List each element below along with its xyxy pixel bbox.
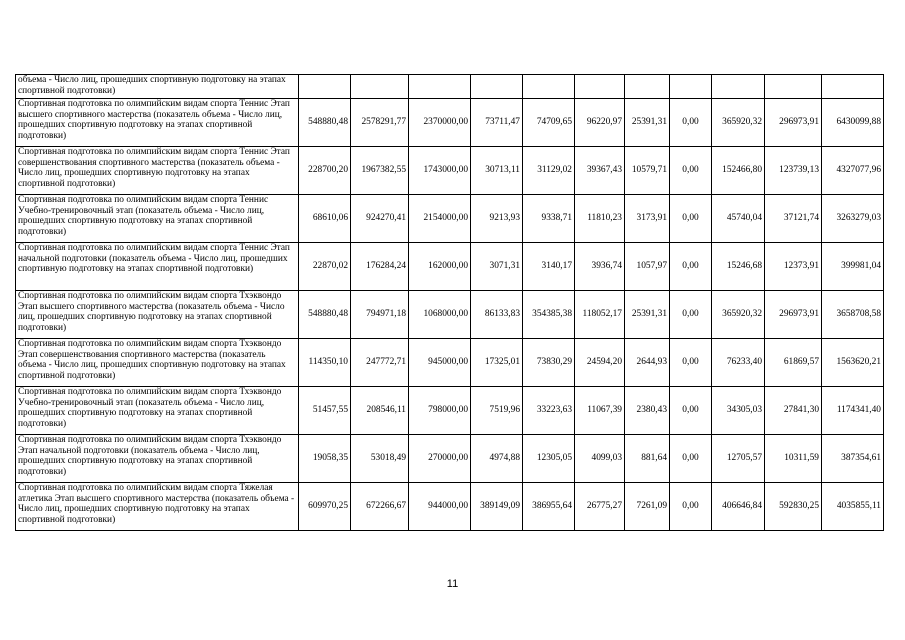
value-cell: 86133,83 [471,291,523,339]
row-description: Спортивная подготовка по олимпийским видам спорта Теннис Этап высшего спортивного мастерства (показатель объема - Число лиц, прошедших спортивную подготовку на этапах спортивной подготовки) [16,99,299,147]
value-cell: 3071,31 [471,243,523,291]
value-cell [625,75,670,99]
value-cell: 10579,71 [625,147,670,195]
value-cell: 1563620,21 [822,339,884,387]
value-cell: 0,00 [670,291,712,339]
value-cell: 2370000,00 [409,99,471,147]
value-cell: 208546,11 [351,387,409,435]
value-cell: 1743000,00 [409,147,471,195]
value-cell: 354385,38 [523,291,575,339]
value-cell: 1967382,55 [351,147,409,195]
value-cell: 2154000,00 [409,195,471,243]
row-description: Спортивная подготовка по олимпийским видам спорта Теннис Этап совершенствования спортивного мастерства (показатель объема - Число лиц, прошедших спортивную подготовку на этапах спортивной подготовки) [16,147,299,195]
table-row [16,291,884,339]
value-cell: 19058,35 [299,435,351,483]
value-cell: 945000,00 [409,339,471,387]
value-cell: 2578291,77 [351,99,409,147]
value-cell: 45740,04 [712,195,765,243]
value-cell [670,75,712,99]
value-cell: 4099,03 [575,435,625,483]
value-cell: 0,00 [670,483,712,531]
value-cell: 7261,09 [625,483,670,531]
value-cell: 3263279,03 [822,195,884,243]
value-cell [523,75,575,99]
value-cell: 399981,04 [822,243,884,291]
row-description: Спортивная подготовка по олимпийским видам спорта Тхэквондо Этап совершенствования спортивного мастерства (показатель объема - Число лиц, прошедших спортивную подготовку на этапах спортивной подготовки) [16,339,299,387]
value-cell: 798000,00 [409,387,471,435]
table-row [16,339,884,387]
value-cell [822,75,884,99]
value-cell: 3140,17 [523,243,575,291]
value-cell: 609970,25 [299,483,351,531]
row-description: объема - Число лиц, прошедших спортивную подготовку на этапах спортивной подготовки) [16,75,299,99]
table-row [16,435,884,483]
value-cell: 4327077,96 [822,147,884,195]
value-cell: 247772,71 [351,339,409,387]
value-cell: 37121,74 [765,195,822,243]
value-cell: 365920,32 [712,291,765,339]
value-cell: 0,00 [670,99,712,147]
value-cell: 30713,11 [471,147,523,195]
value-cell: 2380,43 [625,387,670,435]
value-cell: 123739,13 [765,147,822,195]
value-cell: 96220,97 [575,99,625,147]
value-cell: 162000,00 [409,243,471,291]
value-cell: 548880,48 [299,291,351,339]
value-cell: 794971,18 [351,291,409,339]
table-row [16,243,884,291]
value-cell: 176284,24 [351,243,409,291]
value-cell: 0,00 [670,195,712,243]
value-cell: 592830,25 [765,483,822,531]
value-cell: 6430099,88 [822,99,884,147]
value-cell: 296973,91 [765,99,822,147]
table-row [16,195,884,243]
value-cell: 34305,03 [712,387,765,435]
value-cell: 3173,91 [625,195,670,243]
value-cell: 51457,55 [299,387,351,435]
value-cell: 1068000,00 [409,291,471,339]
table-row [16,147,884,195]
value-cell: 228700,20 [299,147,351,195]
value-cell: 73711,47 [471,99,523,147]
value-cell: 11810,23 [575,195,625,243]
page-number: 11 [446,578,459,590]
value-cell: 15246,68 [712,243,765,291]
row-description: Спортивная подготовка по олимпийским видам спорта Тяжелая атлетика Этап высшего спортивного мастерства (показатель объема - Число лиц, прошедших спортивную подготовку на этапах спортивной подготовки) [16,483,299,531]
value-cell: 944000,00 [409,483,471,531]
table-row [16,387,884,435]
value-cell: 12305,05 [523,435,575,483]
budget-table [15,74,884,531]
value-cell: 0,00 [670,387,712,435]
value-cell: 296973,91 [765,291,822,339]
value-cell: 118052,17 [575,291,625,339]
value-cell [299,75,351,99]
budget-table-container [15,74,884,531]
value-cell: 0,00 [670,243,712,291]
value-cell: 17325,01 [471,339,523,387]
value-cell: 61869,57 [765,339,822,387]
value-cell [409,75,471,99]
value-cell: 12705,57 [712,435,765,483]
value-cell: 1174341,40 [822,387,884,435]
value-cell: 31129,02 [523,147,575,195]
value-cell: 672266,67 [351,483,409,531]
value-cell [765,75,822,99]
value-cell: 76233,40 [712,339,765,387]
value-cell: 548880,48 [299,99,351,147]
value-cell: 4035855,11 [822,483,884,531]
value-cell: 27841,30 [765,387,822,435]
value-cell: 74709,65 [523,99,575,147]
value-cell: 3936,74 [575,243,625,291]
value-cell: 25391,31 [625,291,670,339]
value-cell: 386955,64 [523,483,575,531]
value-cell: 0,00 [670,435,712,483]
value-cell: 3658708,58 [822,291,884,339]
row-description: Спортивная подготовка по олимпийским видам спорта Тхэквондо Этап начальной подготовки (показатель объема - Число лиц, прошедших спортивную подготовку на этапах спортивной подготовки) [16,435,299,483]
value-cell: 152466,80 [712,147,765,195]
value-cell: 33223,63 [523,387,575,435]
value-cell [471,75,523,99]
value-cell [575,75,625,99]
value-cell: 0,00 [670,147,712,195]
value-cell: 9213,93 [471,195,523,243]
row-description: Спортивная подготовка по олимпийским видам спорта Теннис Этап начальной подготовки (показатель объема - Число лиц, прошедших спортивную подготовку на этапах спортивной подготовки) [16,243,299,291]
value-cell: 53018,49 [351,435,409,483]
value-cell: 11067,39 [575,387,625,435]
value-cell: 10311,59 [765,435,822,483]
table-row [16,75,884,99]
row-description: Спортивная подготовка по олимпийским видам спорта Тхэквондо Учебно-тренировочный этап (показатель объема - Число лиц, прошедших спортивную подготовку на этапах спортивной подготовки) [16,387,299,435]
value-cell: 9338,71 [523,195,575,243]
value-cell: 7519,96 [471,387,523,435]
value-cell: 4974,88 [471,435,523,483]
value-cell: 270000,00 [409,435,471,483]
value-cell: 0,00 [670,339,712,387]
value-cell: 24594,20 [575,339,625,387]
value-cell: 1057,97 [625,243,670,291]
value-cell [351,75,409,99]
value-cell: 406646,84 [712,483,765,531]
table-row [16,99,884,147]
value-cell: 387354,61 [822,435,884,483]
value-cell: 39367,43 [575,147,625,195]
value-cell: 25391,31 [625,99,670,147]
value-cell: 924270,41 [351,195,409,243]
value-cell: 22870,02 [299,243,351,291]
value-cell [712,75,765,99]
value-cell: 114350,10 [299,339,351,387]
value-cell: 389149,09 [471,483,523,531]
value-cell: 12373,91 [765,243,822,291]
value-cell: 68610,06 [299,195,351,243]
value-cell: 26775,27 [575,483,625,531]
table-row [16,483,884,531]
value-cell: 2644,93 [625,339,670,387]
value-cell: 73830,29 [523,339,575,387]
value-cell: 881,64 [625,435,670,483]
row-description: Спортивная подготовка по олимпийским видам спорта Тхэквондо Этап высшего спортивного мастерства (показатель объема - Число лиц, прошедших спортивную подготовку на этапах спортивной подготовки) [16,291,299,339]
value-cell: 365920,32 [712,99,765,147]
row-description: Спортивная подготовка по олимпийским видам спорта Теннис Учебно-тренировочный этап (показатель объема - Число лиц, прошедших спортивную подготовку на этапах спортивной подготовки) [16,195,299,243]
